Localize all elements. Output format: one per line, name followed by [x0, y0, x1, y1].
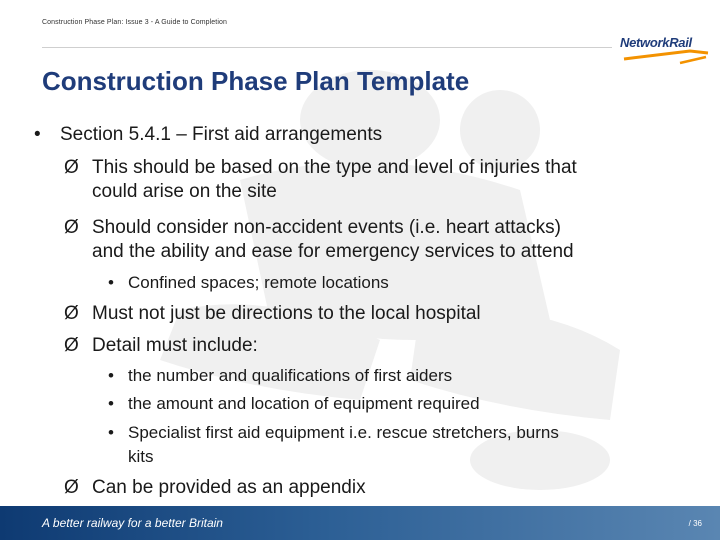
point-2-line-1: Should consider non-accident events (i.e. heart attacks): [92, 217, 561, 238]
slide-title: Construction Phase Plan Template: [42, 66, 470, 96]
point-3: Must not just be directions to the local hospital: [92, 303, 481, 324]
page-number: / 36: [688, 519, 702, 528]
point-1-line-2: could arise on the site: [92, 181, 277, 202]
arrow-bullet-icon: Ø: [64, 335, 79, 356]
sub-point-specialist-line-2: kits: [128, 447, 154, 466]
section-heading: Section 5.4.1 – First aid arrangements: [60, 124, 383, 145]
bullet-icon: •: [108, 273, 114, 292]
sub-point-confined-spaces: Confined spaces; remote locations: [128, 273, 389, 292]
point-2-line-2: and the ability and ease for emergency services to attend: [92, 241, 574, 262]
footer-bar: [0, 506, 720, 540]
arrow-bullet-icon: Ø: [64, 217, 79, 238]
arrow-bullet-icon: Ø: [64, 157, 79, 178]
bullet-icon: •: [108, 394, 114, 413]
point-4: Detail must include:: [92, 335, 258, 356]
footer-tagline: A better railway for a better Britain: [42, 516, 223, 530]
sub-point-specialist-line-1: Specialist first aid equipment i.e. rescue stretchers, burns: [128, 423, 559, 442]
network-rail-logo: [620, 35, 712, 67]
point-1-line-1: This should be based on the type and level of injuries that: [92, 157, 577, 178]
header-divider: [42, 47, 612, 48]
logo-swoosh-icon: [620, 47, 712, 67]
bullet-icon: •: [34, 124, 41, 145]
header-caption: Construction Phase Plan: Issue 3 - A Guide to Completion: [42, 19, 227, 26]
arrow-bullet-icon: Ø: [64, 477, 79, 498]
sub-point-equipment: the amount and location of equipment required: [128, 394, 480, 413]
arrow-bullet-icon: Ø: [64, 303, 79, 324]
logo-text: NetworkRail: [620, 35, 692, 50]
bullet-icon: •: [108, 423, 114, 442]
bullet-icon: •: [108, 366, 114, 385]
point-5: Can be provided as an appendix: [92, 477, 366, 498]
sub-point-first-aiders: the number and qualifications of first aiders: [128, 366, 453, 385]
